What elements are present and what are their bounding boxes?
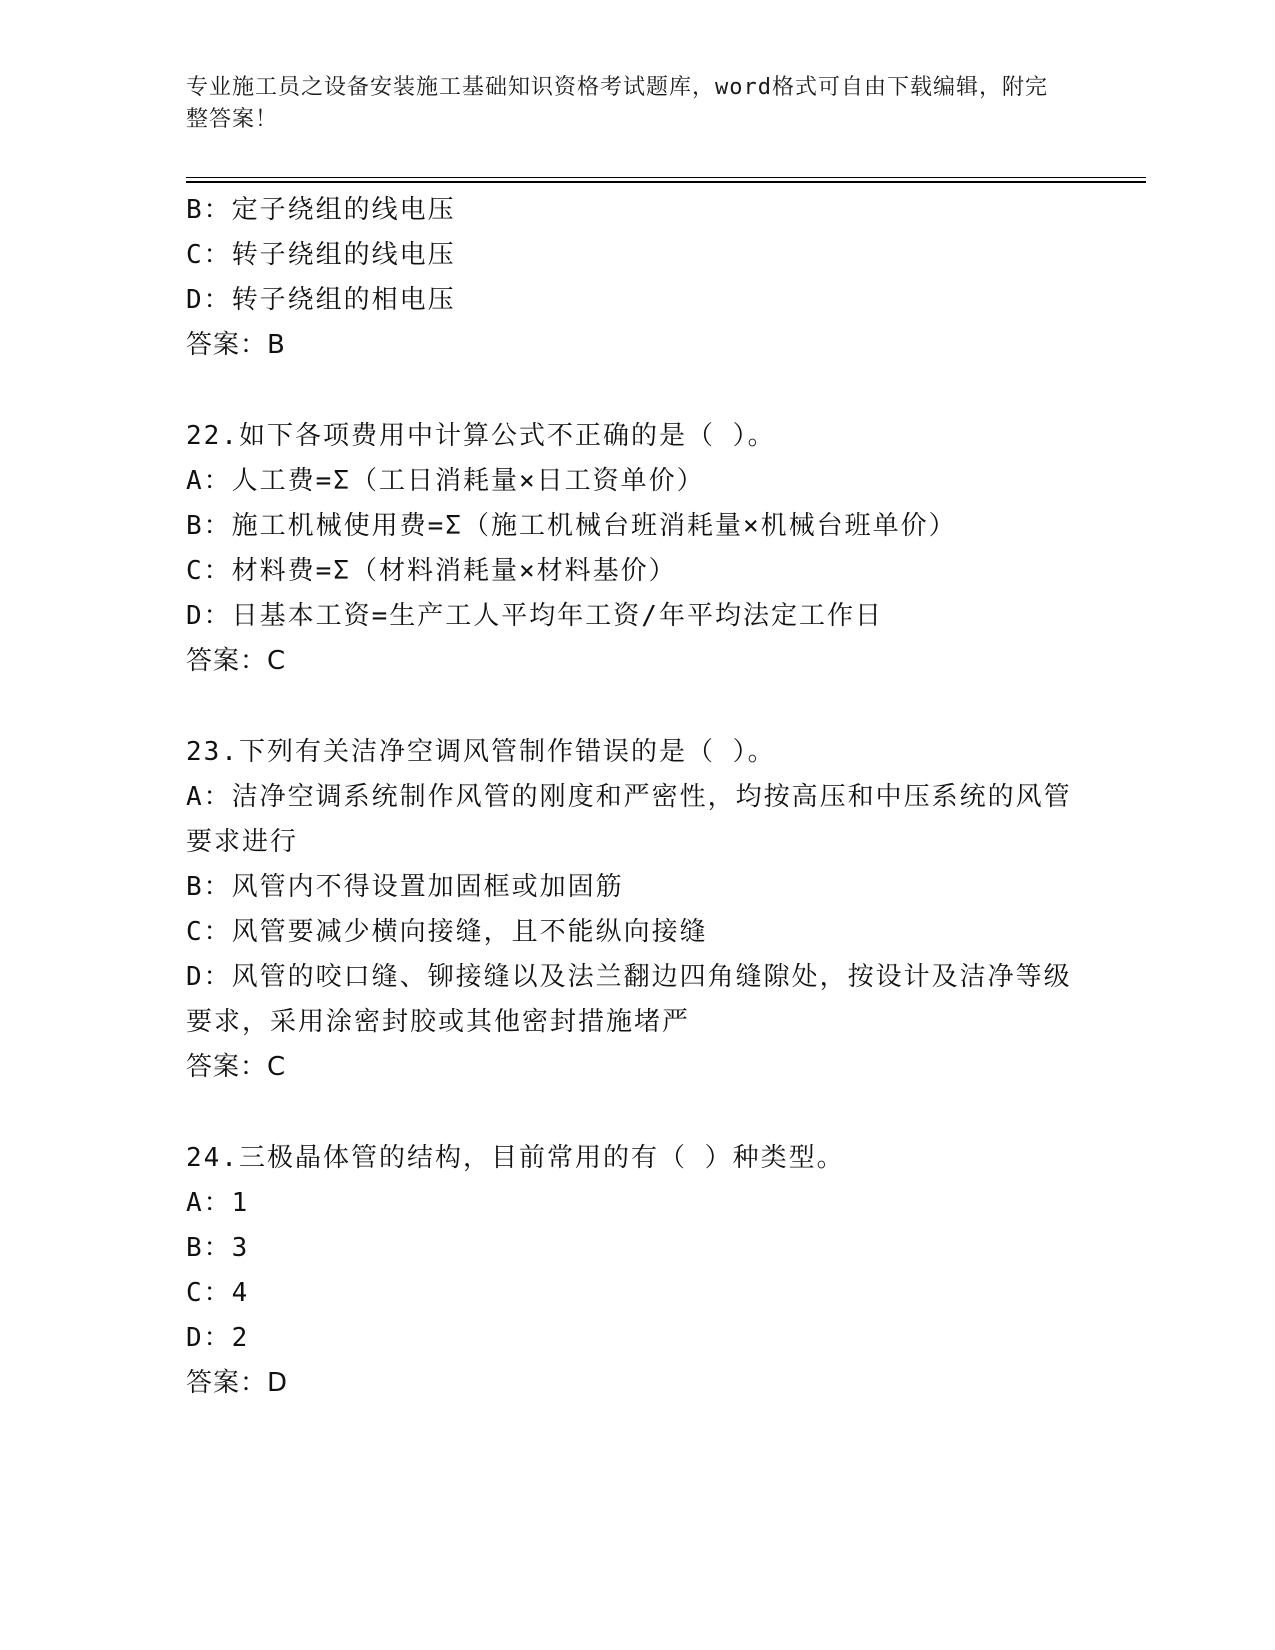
question-block-22	[186, 414, 1086, 684]
question-stem: 24.三极晶体管的结构，目前常用的有（ ）种类型。	[186, 1143, 845, 1173]
answer-line: 答案：D	[186, 1368, 289, 1398]
option-c: C：转子绕组的线电压	[186, 240, 456, 270]
option-d: D：日基本工资=生产工人平均年工资/年平均法定工作日	[186, 601, 883, 631]
header-rule	[186, 177, 1146, 178]
option-c: C：材料费=Σ（材料消耗量×材料基价）	[186, 556, 677, 586]
option-b: B：定子绕组的线电压	[186, 195, 456, 225]
header-rule-double	[186, 181, 1146, 183]
option-d: D：转子绕组的相电压	[186, 285, 456, 315]
option-a: A：人工费=Σ（工日消耗量×日工资单价）	[186, 466, 705, 496]
option-a: A：洁净空调系统制作风管的刚度和严密性，均按高压和中压系统的风管要求进行	[186, 782, 1072, 857]
answer-line: 答案：C	[186, 646, 287, 676]
question-stem: 23.下列有关洁净空调风管制作错误的是（ ）。	[186, 737, 776, 767]
question-block-23	[186, 730, 1086, 1090]
question-stem: 22.如下各项费用中计算公式不正确的是（ ）。	[186, 421, 776, 451]
question-content	[186, 188, 1086, 1406]
option-b: B：施工机械使用费=Σ（施工机械台班消耗量×机械台班单价）	[186, 511, 957, 541]
option-a: A：1	[186, 1188, 250, 1218]
header-text: 专业施工员之设备安装施工基础知识资格考试题库，word格式可自由下载编辑，附完整答案！	[186, 75, 1048, 132]
option-c: C：4	[186, 1278, 250, 1308]
answer-line: 答案：B	[186, 330, 286, 360]
option-b: B：风管内不得设置加固框或加固筋	[186, 872, 624, 902]
option-b: B：3	[186, 1233, 250, 1263]
page-header	[186, 72, 1066, 136]
answer-line: 答案：C	[186, 1052, 287, 1082]
option-c: C：风管要减少横向接缝，且不能纵向接缝	[186, 917, 708, 947]
option-d: D：2	[186, 1323, 250, 1353]
option-d: D：风管的咬口缝、铆接缝以及法兰翻边四角缝隙处，按设计及洁净等级要求，采用涂密封胶或其他密封措施堵严	[186, 962, 1072, 1037]
question-block-continued	[186, 188, 1086, 368]
question-block-24	[186, 1136, 1086, 1406]
